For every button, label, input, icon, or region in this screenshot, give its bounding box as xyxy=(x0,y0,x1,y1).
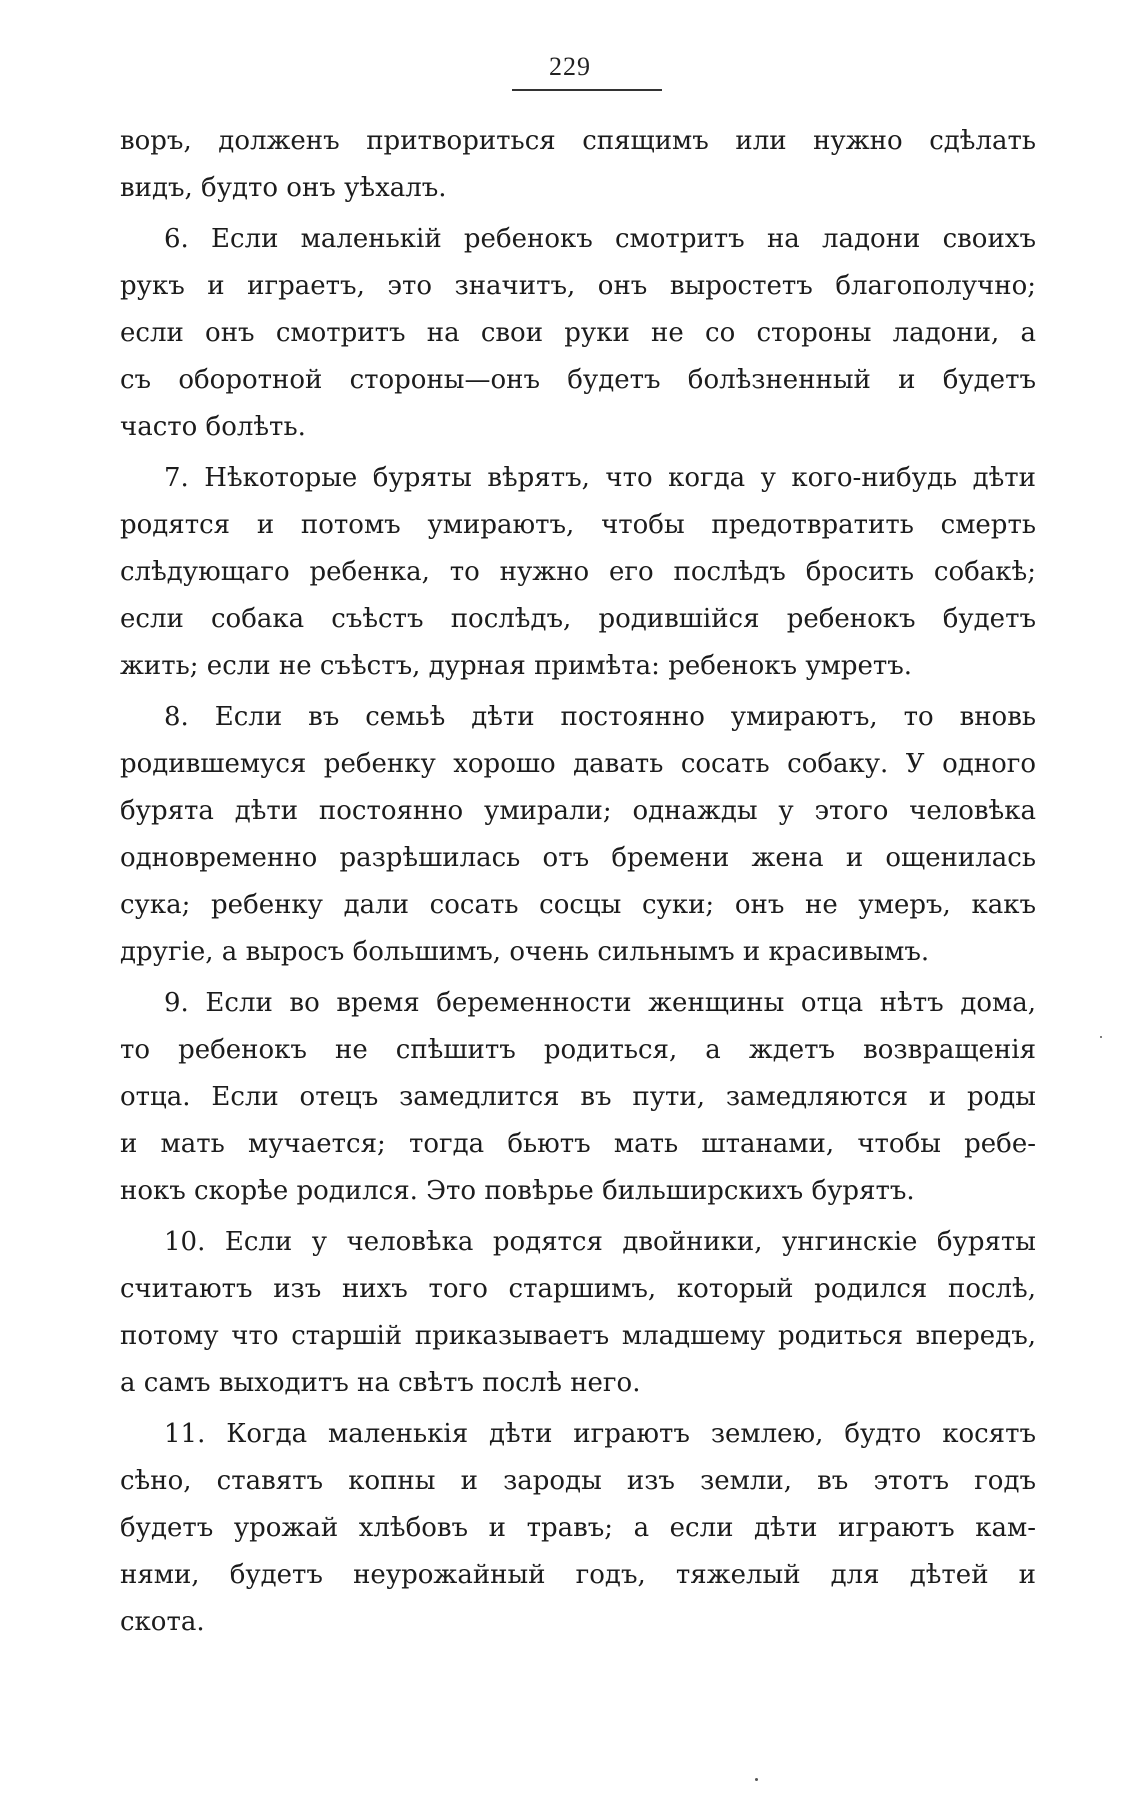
text-line: нокъ скорѣе родился. Это повѣрье бильширскихъ бурятъ. xyxy=(120,1176,915,1206)
text-line: видъ, будто онъ уѣхалъ. xyxy=(120,173,447,203)
text-line: если онъ смотритъ на свои руки не со стороны ладони, а xyxy=(120,318,1036,348)
text-line: сѣно, ставятъ копны и зароды изъ земли, въ этотъ годъ xyxy=(120,1466,1036,1496)
text-line: воръ, долженъ притвориться спящимъ или нужно сдѣлать xyxy=(120,126,1036,156)
text-line: съ оборотной стороны—онъ будетъ болѣзненный и будетъ xyxy=(120,365,1036,395)
text-line: считаютъ изъ нихъ того старшимъ, который родился послѣ, xyxy=(120,1274,1036,1304)
paragraph xyxy=(120,1219,1036,1407)
text-line: 8. Если въ семьѣ дѣти постоянно умираютъ, то вновь xyxy=(164,702,1036,732)
text-line: потому что старшій приказываетъ младшему родиться впередъ, xyxy=(120,1321,1036,1351)
text-line: скота. xyxy=(120,1607,205,1637)
text-line: родятся и потомъ умираютъ, чтобы предотвратить смерть xyxy=(120,510,1036,540)
text-line: если собака съѣстъ послѣдъ, родившійся ребенокъ будетъ xyxy=(120,604,1036,634)
text-line: другіе, а выросъ большимъ, очень сильнымъ и красивымъ. xyxy=(120,937,930,967)
text-line: отца. Если отецъ замедлится въ пути, замедляются и роды xyxy=(120,1082,1036,1112)
text-line: одновременно разрѣшилась отъ бремени жена и ощенилась xyxy=(120,843,1036,873)
paragraph xyxy=(120,216,1036,451)
paragraph xyxy=(120,694,1036,976)
paragraph xyxy=(120,980,1036,1215)
text-line: 7. Нѣкоторые буряты вѣрятъ, что когда у кого-нибудь дѣти xyxy=(164,463,1036,493)
text-line: нями, будетъ неурожайный годъ, тяжелый для дѣтей и xyxy=(120,1560,1036,1590)
text-line: родившемуся ребенку хорошо давать сосать собаку. У одного xyxy=(120,749,1036,779)
text-line: и мать мучается; тогда бьютъ мать штанами, чтобы ребе- xyxy=(120,1129,1036,1159)
text-line: рукъ и играетъ, это значитъ, онъ выростетъ благополучно; xyxy=(120,271,1036,301)
text-line: сука; ребенку дали сосать сосцы суки; онъ не умеръ, какъ xyxy=(120,890,1036,920)
paragraph xyxy=(120,118,1036,212)
text-line: 6. Если маленькій ребенокъ смотритъ на ладони своихъ xyxy=(164,224,1036,254)
page-header xyxy=(0,52,1140,82)
paragraph xyxy=(120,1411,1036,1646)
text-line: 11. Когда маленькія дѣти играютъ землею, будто косятъ xyxy=(164,1419,1036,1449)
page-number: 229 xyxy=(549,52,591,81)
scan-speck xyxy=(755,1778,758,1781)
text-line: будетъ урожай хлѣбовъ и травъ; а если дѣти играютъ кам- xyxy=(120,1513,1036,1543)
paragraph xyxy=(120,455,1036,690)
text-line: слѣдующаго ребенка, то нужно его послѣдъ бросить собакѣ; xyxy=(120,557,1036,587)
header-rule xyxy=(512,89,662,91)
text-line: а самъ выходитъ на свѣтъ послѣ него. xyxy=(120,1368,641,1398)
body-text xyxy=(120,118,1036,1650)
text-line: часто болѣть. xyxy=(120,412,306,442)
text-line: 10. Если у человѣка родятся двойники, унгинскіе буряты xyxy=(164,1227,1036,1257)
scan-speck xyxy=(1100,1036,1102,1038)
text-line: бурята дѣти постоянно умирали; однажды у этого человѣка xyxy=(120,796,1036,826)
text-line: 9. Если во время беременности женщины отца нѣтъ дома, xyxy=(164,988,1036,1018)
text-line: то ребенокъ не спѣшитъ родиться, а ждетъ возвращенія xyxy=(120,1035,1036,1065)
text-line: жить; если не съѣстъ, дурная примѣта: ребенокъ умретъ. xyxy=(120,651,913,681)
